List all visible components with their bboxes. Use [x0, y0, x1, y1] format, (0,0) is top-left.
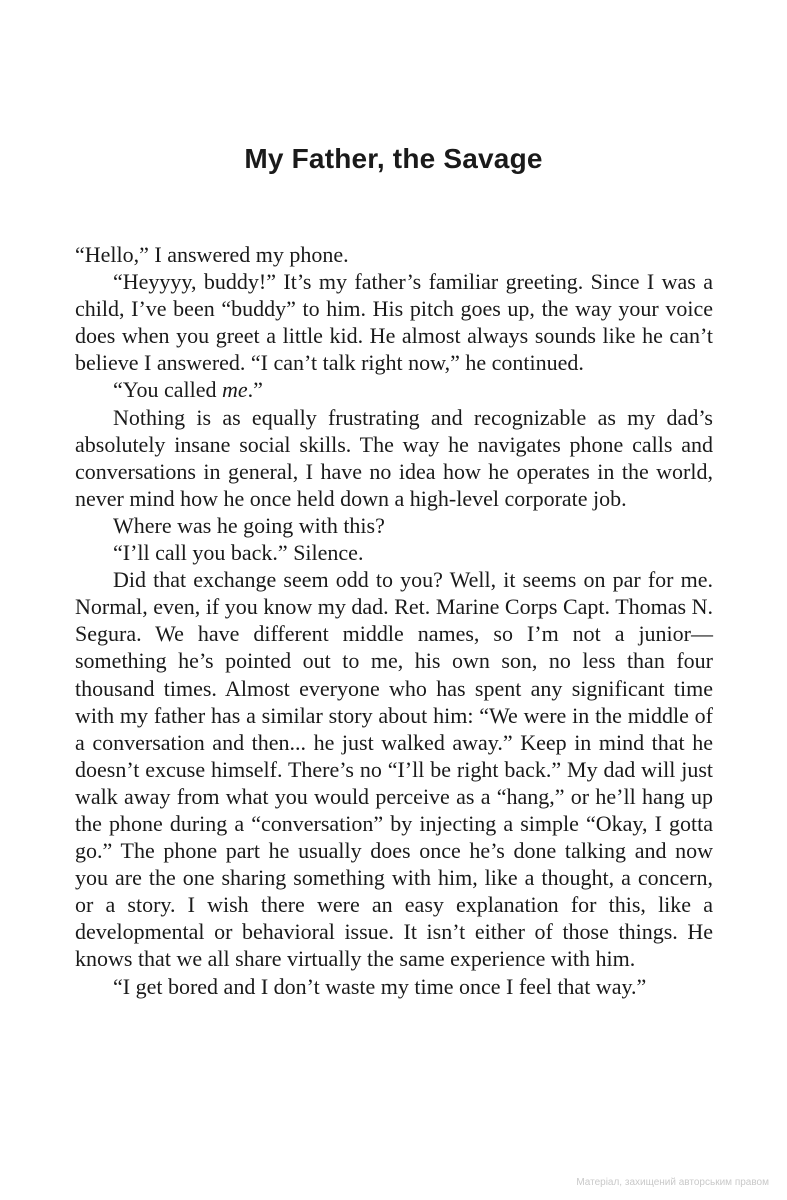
emphasized-word: me — [221, 377, 248, 403]
paragraph-8: “I get bored and I don’t waste my time once I feel that way.” — [113, 973, 647, 999]
chapter-title: My Father, the Savage — [244, 143, 543, 174]
paragraph-3-start: “You called — [113, 377, 222, 403]
chapter-body — [75, 241, 713, 1000]
paragraph-4: Nothing is as equally frustrating and recognizable as my dad’s absolutely insane social skills. The way he navigates phone calls and conversations in general, I have no idea how he operates in the world, never mind how he once held down a high-level corporate job. — [75, 404, 713, 511]
paragraph-3-end: .” — [247, 377, 263, 403]
paragraph-6: “I’ll call you back.” Silence. — [113, 540, 364, 566]
paragraph-5: Where was he going with this? — [113, 512, 385, 538]
paragraph-1: “Hello,” I answered my phone. — [75, 242, 349, 267]
paragraph-7: Did that exchange seem odd to you? Well, it seems on par for me. Normal, even, if you know my dad. Ret. Marine Corps Capt. Thomas N. Segura. We have different middle names, so I’m not a junior—something he’s pointed out to me, his own son, no less than four thousand times. Almost everyone who has spent any significant time with my father has a similar story about him: “We were in the middle of a conversation and then... he just walked away.” Keep in mind that he doesn’t excuse himself. There’s no “I’ll be right back.” My dad will just walk away from what you would perceive as a “hang,” or he’ll hang up the phone during a “conversation” by injecting a simple “Okay, I gotta go.” The phone part he usually does once he’s done talking and now you are the one sharing something with him, like a thought, a concern, or a story. I wish there were an easy explanation for this, like a developmental or behavioral issue. It isn’t either of those things. He knows that we all share virtually the same experience with him. — [75, 567, 713, 972]
paragraph-2: “Heyyyy, buddy!” It’s my father’s familiar greeting. Since I was a child, I’ve been “buddy” to him. His pitch goes up, the way your voice does when you greet a little kid. He almost always sounds like he can’t believe I answered. “I can’t talk right now,” he continued. — [75, 269, 713, 376]
copyright-watermark: Матеріал, захищений авторським правом — [576, 1177, 769, 1188]
paragraph-3 — [75, 376, 713, 403]
